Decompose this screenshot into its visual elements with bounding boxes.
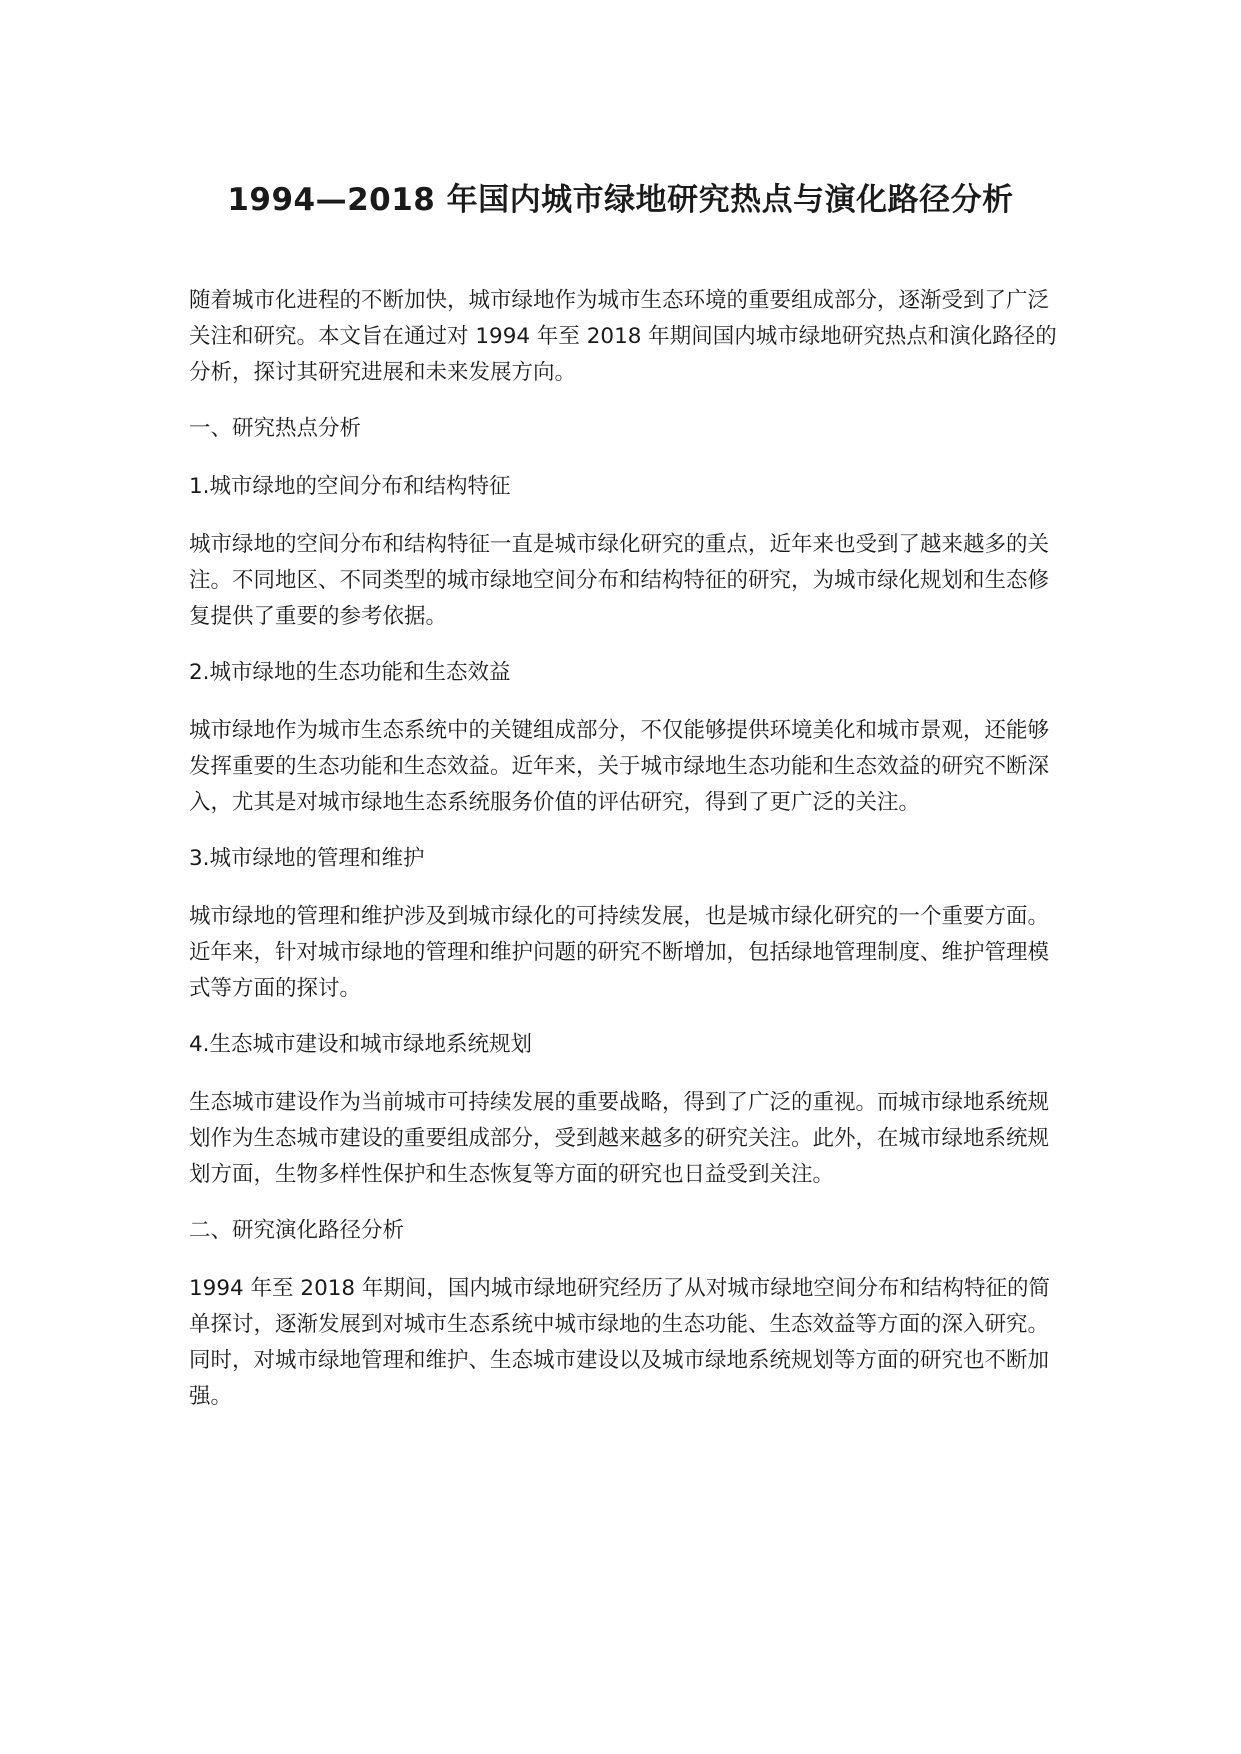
section-heading: 一、研究热点分析 (189, 416, 362, 441)
section-heading: 二、研究演化路径分析 (189, 1218, 405, 1243)
body-paragraph: 城市绿地作为城市生态系统中的关键组成部分，不仅能够提供环境美化和城市景观，还能够发挥重要的生态功能和生态效益。近年来，关于城市绿地生态功能和生态效益的研究不断深入，尤其是对城市绿地生态系统服务价值的评估研究，得到了更广泛的关注。 (189, 718, 1050, 815)
intro-paragraph: 随着城市化进程的不断加快，城市绿地作为城市生态环境的重要组成部分，逐渐受到了广泛关注和研究。本文旨在通过对 1994 年至 2018 年期间国内城市绿地研究热点和演化路径的分析，探讨其研究进展和未来发展方向。 (189, 288, 1057, 385)
subsection-heading: 3.城市绿地的管理和维护 (189, 846, 425, 871)
document-body (189, 283, 1069, 1435)
subsection-heading: 4.生态城市建设和城市绿地系统规划 (189, 1032, 533, 1057)
document-title: 1994—2018 年国内城市绿地研究热点与演化路径分析 (227, 182, 1014, 218)
subsection-heading: 2.城市绿地的生态功能和生态效益 (189, 660, 511, 685)
subsection-heading: 1.城市绿地的空间分布和结构特征 (189, 474, 511, 499)
body-paragraph: 城市绿地的管理和维护涉及到城市绿化的可持续发展，也是城市绿化研究的一个重要方面。近年来，针对城市绿地的管理和维护问题的研究不断增加，包括绿地管理制度、维护管理模式等方面的探讨。 (189, 904, 1050, 1001)
body-paragraph: 1994 年至 2018 年期间，国内城市绿地研究经历了从对城市绿地空间分布和结构特征的简单探讨，逐渐发展到对城市生态系统中城市绿地的生态功能、生态效益等方面的深入研究。同时，对城市绿地管理和维护、生态城市建设以及城市绿地系统规划等方面的研究也不断加强。 (189, 1276, 1050, 1409)
body-paragraph: 城市绿地的空间分布和结构特征一直是城市绿化研究的重点，近年来也受到了越来越多的关注。不同地区、不同类型的城市绿地空间分布和结构特征的研究，为城市绿化规划和生态修复提供了重要的参考依据。 (189, 532, 1050, 629)
body-paragraph: 生态城市建设作为当前城市可持续发展的重要战略，得到了广泛的重视。而城市绿地系统规划作为生态城市建设的重要组成部分，受到越来越多的研究关注。此外，在城市绿地系统规划方面，生物多样性保护和生态恢复等方面的研究也日益受到关注。 (189, 1090, 1050, 1187)
